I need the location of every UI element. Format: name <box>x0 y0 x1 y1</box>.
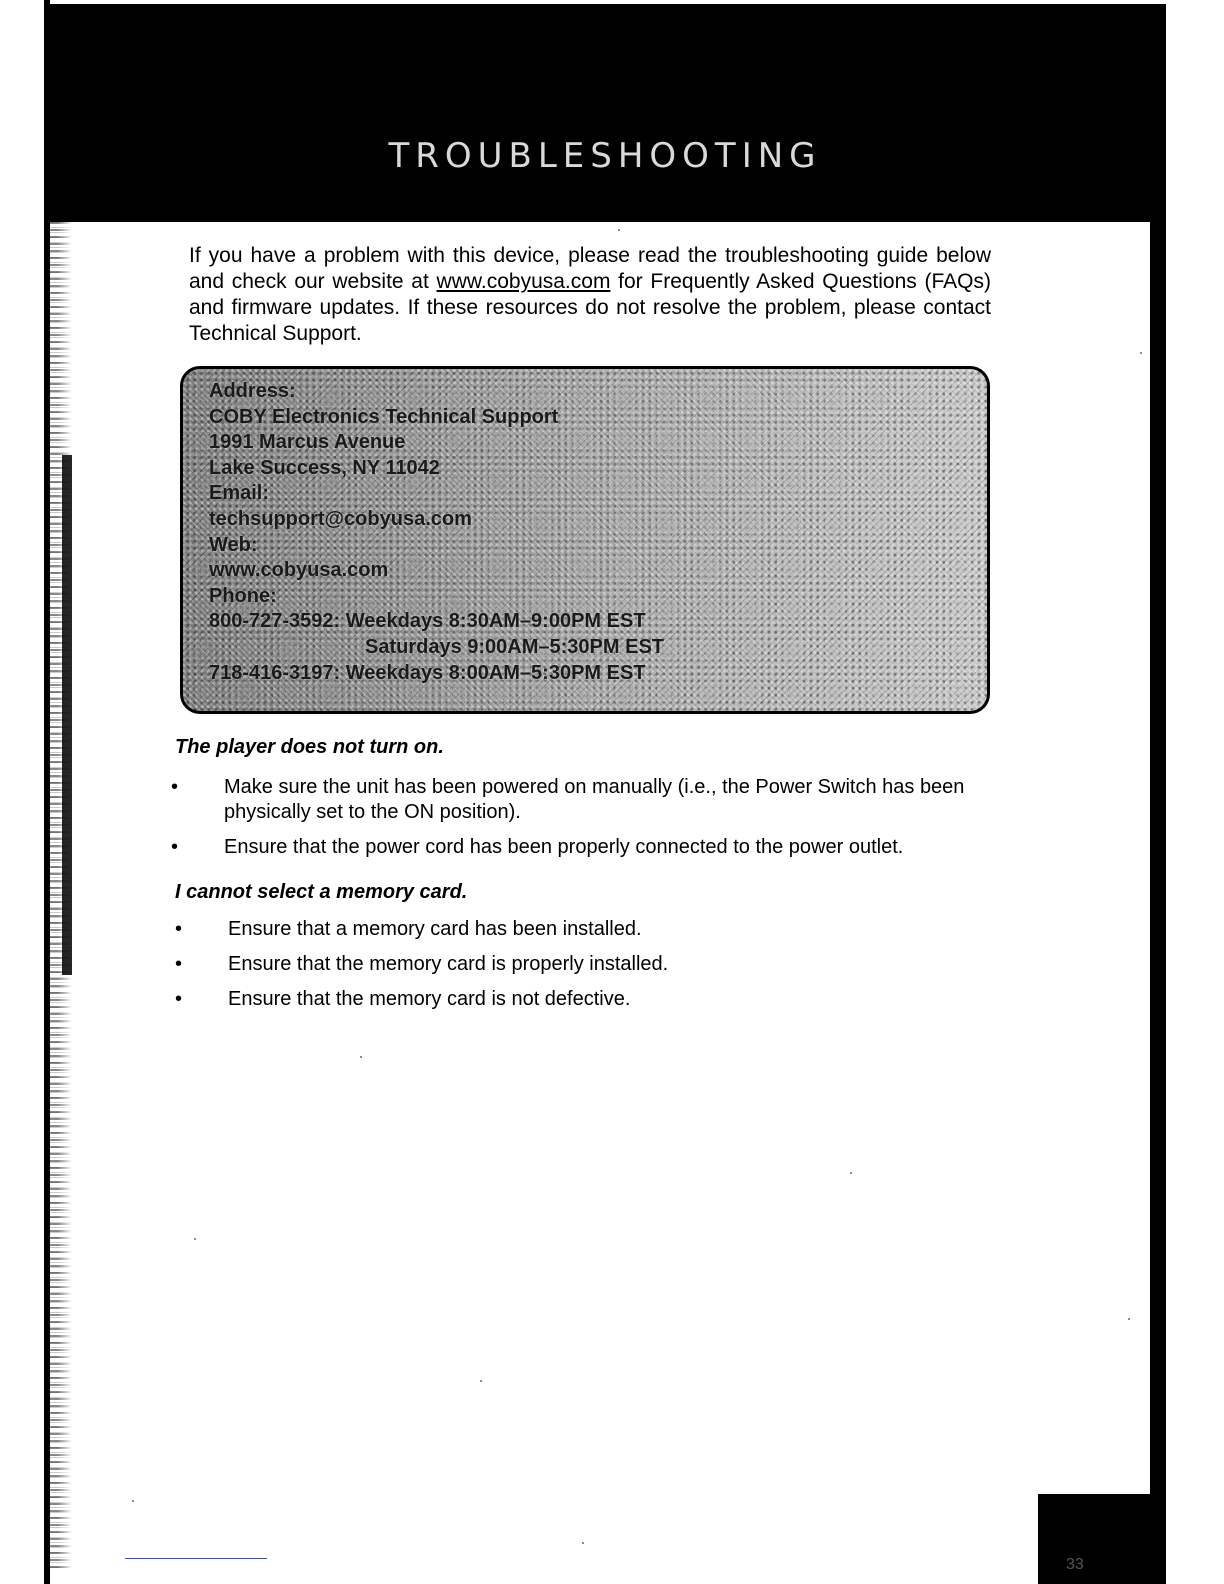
list-item <box>175 987 988 1012</box>
bullet-list-power <box>171 775 992 870</box>
contact-phone-label: Phone: <box>209 584 277 607</box>
scan-speck <box>360 1056 362 1058</box>
bullet-list-memory-card <box>175 917 988 1022</box>
bullet-dot: • <box>175 953 183 975</box>
contact-lines <box>209 379 664 686</box>
section-heading-power: The player does not turn on. <box>175 736 444 758</box>
contact-city: Lake Success, NY 11042 <box>209 456 440 479</box>
contact-web-label: Web: <box>209 533 258 556</box>
contact-street: 1991 Marcus Avenue <box>209 431 406 454</box>
tech-support-contact-box <box>180 366 990 714</box>
list-item <box>171 775 992 825</box>
scan-speck <box>480 1380 482 1382</box>
contact-address-label: Address: <box>209 380 296 402</box>
intro-paragraph <box>189 243 991 347</box>
scan-speck <box>194 1238 196 1240</box>
contact-phone-2: 718-416-3197: Weekdays 8:00AM–5:30PM EST <box>209 661 646 684</box>
contact-web[interactable]: www.cobyusa.com <box>209 559 389 582</box>
scan-right-edge <box>1150 222 1166 1584</box>
bullet-dot: • <box>171 776 179 798</box>
contact-phone-1: 800-727-3592: Weekdays 8:30AM–9:00PM EST <box>209 610 646 633</box>
bullet-dot: • <box>175 988 183 1010</box>
scan-speck <box>132 1500 134 1502</box>
intro-text-start: If you have a problem with this device, please read the troubleshooting guide below and check our website at <box>189 244 991 293</box>
list-item-text: Ensure that the memory card is properly installed. <box>228 953 669 975</box>
scan-speck <box>1128 1318 1130 1320</box>
footer-rule <box>125 1558 267 1559</box>
bullet-dot: • <box>171 836 179 858</box>
list-item-text: Make sure the unit has been powered on manually (i.e., the Power Switch has been physically set to the ON position). <box>224 776 965 823</box>
scan-speck <box>850 1172 852 1174</box>
contact-email[interactable]: techsupport@cobyusa.com <box>209 507 472 530</box>
section-heading-memory-card: I cannot select a memory card. <box>175 881 468 903</box>
scan-left-bar <box>62 455 72 975</box>
list-item-text: Ensure that the power cord has been properly connected to the power outlet. <box>224 836 904 858</box>
list-item <box>171 835 992 860</box>
header-band <box>44 4 1166 222</box>
page-title: TROUBLESHOOTING <box>388 136 822 176</box>
page-number: 33 <box>1066 1556 1084 1573</box>
bullet-dot: • <box>175 918 183 940</box>
page-number-block <box>1038 1494 1166 1584</box>
list-item-text: Ensure that the memory card is not defective. <box>228 988 631 1010</box>
scan-speck <box>618 229 620 231</box>
scan-speck <box>1140 352 1142 354</box>
list-item <box>175 917 988 942</box>
scan-speck <box>582 1542 584 1544</box>
contact-company: COBY Electronics Technical Support <box>209 405 559 428</box>
list-item-text: Ensure that a memory card has been installed. <box>228 918 642 940</box>
list-item <box>175 952 988 977</box>
intro-text-end: for Frequently Asked Questions (FAQs) and firmware updates. If these resources do not resolve the problem, please contact Technical Support. <box>189 270 992 345</box>
contact-email-label: Email: <box>209 482 270 505</box>
contact-phone-1-saturday: Saturdays 9:00AM–5:30PM EST <box>365 635 665 658</box>
website-link[interactable]: www.cobyusa.com <box>436 270 611 293</box>
